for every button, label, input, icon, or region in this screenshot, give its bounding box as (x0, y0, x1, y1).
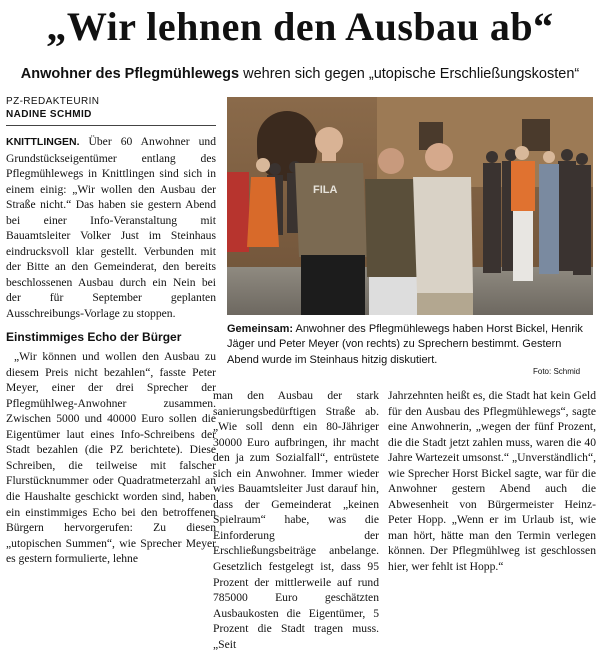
photo-credit: Foto: Schmid (533, 367, 581, 376)
lead-text: Über 60 Anwohner und Grundstückseigentümer entlang des Pflegmühlewegs in Knittlingen sind sich in einem einig: „Wir wollen den Ausbau der Straße nicht.“ Das haben sie gestern Abend bei einer Info-Veranstaltung mit Bauamtsleiter Volker Just im Steinhaus eindrucksvoll klar gestellt. Verbunden mit der Bitte an den Gemeinderat, den bereits beschlossenen Ausbau durch ein Nein bei der für September geplanten Ausschreibungs-Vorlage zu stoppen. (6, 135, 216, 321)
dateline: KNITTLINGEN. (6, 136, 80, 148)
lead-paragraph (6, 134, 216, 322)
paragraph: man den Ausbau der stark sanierungsbedürftigen Straße ab. „Wie soll denn ein 80-Jähriger 30000 Euro aufbringen, ihr macht den ja zum Sozialfall“, entrüstete sich ein Anwohner. Immer wieder wies Bauamtsleiter Just darauf hin, dass der Gemeinderat „keinen Spielraum“ habe, was die Einforderung der Erschließungsbeiträge anbelange. Gesetzlich festgelegt ist, dass 95 Prozent der mittlerweile auf rund 785000 Euro geschätzten Ausbaukosten die Eigentümer, 5 Prozent die Stadt tragen muss. „Seit (213, 389, 379, 651)
byline-divider (6, 125, 216, 126)
photo-caption (227, 322, 589, 368)
article-column-1 (6, 134, 216, 567)
article-column-3 (388, 388, 596, 575)
headline: „Wir lehnen den Ausbau ab“ (46, 4, 554, 49)
byline-name: NADINE SCHMID (6, 109, 92, 120)
byline-role: PZ-REDAKTEURIN (6, 96, 100, 107)
article-column-2 (213, 388, 379, 652)
section-subhead: Einstimmiges Echo der Bürger (6, 329, 182, 344)
shirt-logo: FILA (313, 184, 338, 196)
subheadline-rest: wehren sich gegen „utopische Erschließungskosten“ (239, 66, 580, 82)
caption-label: Gemeinsam: (227, 323, 294, 335)
paragraph: Jahrzehnten heißt es, die Stadt hat kein Geld für den Ausbau des Pflegmühlewegs“, sagte eine Anwohnerin, „wegen der fünf Prozent, die die Stadt jetzt zahlen muss, waren die 40 Jahre Wartezeit umsonst.“ „Unverständlich“, wie Sprecher Horst Bickel sagte, war für die Anwohner gestern Abend auch die Abwesenheit von Bürgermeister Heinz-Peter Hopp. „Wenn er im Urlaub ist, wie man hört, hätte man den Termin verlegen können. Der Pflegmühlweg ist geschlossen hier, wer fehlt ist Hopp.“ (388, 389, 596, 574)
subheadline (0, 64, 600, 84)
group-photo-image (227, 97, 593, 315)
news-photo (227, 97, 593, 315)
caption-text: Anwohner des Pflegmühlewegs haben Horst Bickel, Henrik Jäger und Peter Meyer (von rechts) zu Sprechern bestimmt. Gestern Abend wurde im Steinhaus hitzig diskutiert. (227, 323, 583, 366)
paragraph: „Wir können und wollen den Ausbau zu diesem Preis nicht bezahlen“, fasste Peter Meyer, einer der drei Sprecher der Pflegmühlweg-Anwohner zusammen. Zwischen 5000 und 40000 Euro sollen die Eigentümer laut eines Info-Schreibens der Stadt bezahlen (die PZ berichtete). Diese Schreiben, die teilweise mit falscher Flurstücknummer oder Quadratmeterzahl an die Haushalte geschickt worden sind, haben ein einstimmiges Echo bei den betroffenen Bürgern hervorgerufen: Zu diesen „utopischen Summen“, wie Sprecher Meyer es gestern formulierte, lehne (6, 350, 216, 566)
byline (6, 95, 216, 121)
subheadline-bold: Anwohner des Pflegmühlewegs (20, 66, 240, 82)
